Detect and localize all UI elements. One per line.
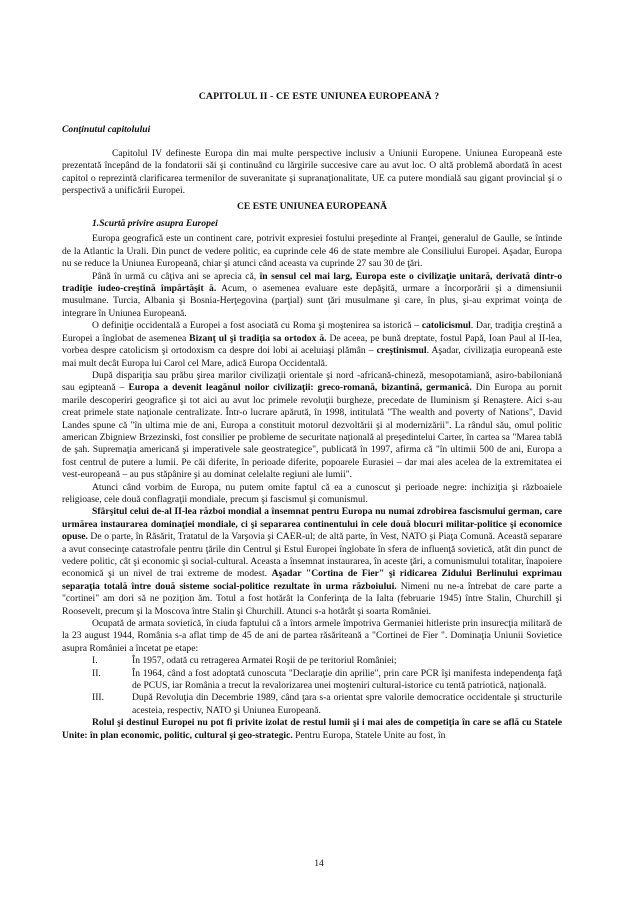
section-title: CE ESTE UNIUNEA EUROPEANĂ [236,200,388,212]
contents-label: Conţinutul capitolului [62,124,151,135]
list-number: III. [92,692,104,704]
p3-bold-crestinism: creştinismul [376,345,427,357]
p3-text-4: . Aşadar, civilizaţia europeană este mai mult decât Europa lui Carol cel Mare, adică Europa Occidentală. [62,345,562,369]
p2-bold: în sensul cel mai larg, Europa este o civilizaţie unitară, derivată dintr-o tradiţie iudeo-creştină împărtăşit ă. [62,270,562,295]
p6-text-end: Nimeni nu ne-a întrebat de care parte a "cortinei" am dori să ne poziţion ăm. Totul a fost hotărât la Conferinţa de la Ialta (februarie 1945) între Stalin, Churchill şi Roosevelt, precum şi la Moscova între Stalin şi Churchill. Atunci s-a hotărât şi soarta României. [62,580,563,617]
paragraph-7: Ocupată de armata sovietică, în ciuda faptului că a întors armele împotriva Germaniei hitleriste prin insurecţia militară de la 23 august 1944, România s-a aflat timp de 45 de ani de partea răsăriteană a "Cortinei de Fier ". Dominaţia Uniunii Sovietice asupra României a încetat pe etape: [62,618,562,654]
paragraph-1: Europa geografică este un continent care, potrivit expresiei fostului preşedinte al Franţei, generalul de Gaulle, se întinde de la Atlantic la Urali. Din punct de vedere politic, ea cuprinde cele 46 de state membre ale Consiliului Europei. Aşadar, Europa nu se reduce la Uniunea Europeană, chiar şi atunci când aceasta va cuprinde 27 sau 30 de ţări. [62,233,562,270]
p6-bold-2: Aşadar "Cortina de Fier" şi ridicarea Zidului Berlinului exprimau separaţia totală între două sisteme social-politice rezultate în urma războiului. [62,568,562,592]
list-text: În 1957, odată cu retragerea Armatei Roşii de pe teritoriul României; [132,655,397,667]
page-number: 14 [314,858,324,869]
p3-text-3: De aceea, pe bună dreptate, fostul Papă, Ioan Paul al II-lea, vorbea despre catolicism şi ortodoxism ca despre doi lobi ai aceluiaşi plămân – [62,332,562,357]
subsection-title: 1.Scurtă privire asupra Europei [92,218,218,230]
list-item [62,692,562,717]
paragraph-5: Atunci când vorbim de Europa, nu putem omite faptul că ea a cunoscut şi perioade negre: inchiziţia şi războaiele religioase, cele două conflagraţii mondiale, precum şi fascismul şi comunismul. [62,481,562,505]
p3-text-2: . Dar, tradiţia creştină a Europei a înglobat de asemenea [62,320,562,344]
p2-text: Până în urmă cu câţiva ani se aprecia că, [92,270,260,282]
p2-text-end: Acum, o asemenea evaluare este depăşită, urmare a încorporării şi a dimensiunii musulmane. Turcia, Albania şi Bosnia-Herţegovina (parţial) sunt ţări musulmane şi care, în plus, şi-au exprimat voinţa de integrare în Uniunea Europeană. [62,283,562,319]
body-text [62,148,562,742]
p4-text: După dispariţia sau prăbu şirea marilor civilizaţii orientale şi nord -africană-chineză, mesopotamiană, asiro-babiloniană sau egipteană – [62,369,562,394]
list-text: În 1964, când a fost adoptată cunoscuta "Declaraţie din aprilie", prin care PCR îşi manifesta independenţa faţă de PCUS, iar România a trecut la revalorizarea unei moşteniri cultural-istorice cu tentă patriotică, naţională. [132,667,562,692]
p8-bold: Rolul şi destinul Europei nu pot fi privite izolat de restul lumii şi i mai ales de competiţia în care se află cu Statele Unite: în plan economic, politic, cultural şi geo-strategic. [62,717,562,741]
list-number: I. [92,655,98,667]
paragraph-8 [62,717,562,742]
list-item [62,655,562,667]
paragraph-4 [62,370,562,482]
list-number: II. [92,667,101,679]
paragraph-2 [62,271,562,321]
p6-bold: Sfârşitul celui de-al II-lea război mondial a însemnat pentru Europa nu numai zdrobirea fascismului german, care urmărea instaurarea dominaţiei mondiale, ci şi separarea continentului în cele două blocuri militar-politice şi economice opuse. [62,506,562,543]
paragraph-3 [62,320,562,370]
list-item [62,668,562,693]
list-text: După Revoluţia din Decembrie 1989, când ţara s-a orientat spre valorile democratice occidentale şi structurile acesteia, respectiv, NATO şi Uniunea Europeană. [132,692,562,716]
p6-text: De o parte, în Răsărit, Tratatul de la Varşovia şi CAER-ul; de altă parte, în Vest, NATO şi Piaţa Comună. Această separare a avut consecinţe catastrofale pentru ţările din Centrul şi Estul Europei înglobate în sfera de influenţă sovietică, atât din punct de vedere politic, cât şi economic şi social-cultural. Aceasta a însemnat instaurarea, în aceste ţări, a comunismului totalitar, înapoiere economică şi un nivel de trai extreme de modest. [62,531,562,580]
p4-bold: Europa a devenit leagănul noilor civilizaţii: greco-romană, bizantină, germanică. [128,382,472,394]
intro-paragraph: Capitolul IV defineste Europa din mai multe perspective inclusiv a Uniunii Europene. Uniunea Europeană este prezentată începând de la fondatorii săi şi continuând cu lărgirile succesive care au avut loc. O altă problemă abordată în acest capitol o reprezintă clarificarea termenilor de suveranitate şi supranaţionalitate, UE ca putere mondială sau gigant provincial şi o perspectivă a unificării Europei. [62,148,562,197]
p8-text: Pentru Europa, Statele Unite au fost, în [292,729,446,741]
paragraph-6 [62,506,562,618]
p4-text-end: Din Europa au pornit marile descoperiri geografice şi tot aici au avut loc primele revoluţii burgheze, precedate de Iluminism şi Renaştere. Aici s-au creat primele state naţionale centralizate. Într-o lucrare apărută, în 1998, intitulată "The wealth and poverty of Nations", David Landes spune că "în ultima mie de ani, Europa a constituit motorul dezvoltării şi al modernizării". La rândul său, omul politic american Zbigniew Brzezinski, fost consilier pe probleme de securitate naţională al preşedintelui Carter, în cartea sa "Marea tablă de şah. Supremaţia americană şi imperativele sale geostrategice", publicată în 1997, afirma că "în ultimii 500 de ani, Europa a fost centrul de putere a lumii. Pe căi diferite, în perioade diferite, popoarele Eurasiei – dar mai ales acelea de la extremitatea ei vest-europeană – au pus stăpânire şi au dominat celelalte regiuni ale lumii". [62,382,562,481]
p3-text: O definiţie occidentală a Europei a fost asociată cu Roma şi moştenirea sa istorică – [92,320,422,332]
p3-bold-catolicism: catolicismul [421,320,471,332]
p3-bold-bizant: Bizanţ ul şi tradiţia sa ortodox ă. [189,332,327,344]
chapter-title: CAPITOLUL II - CE ESTE UNIUNEA EUROPEANĂ ? [198,91,440,102]
